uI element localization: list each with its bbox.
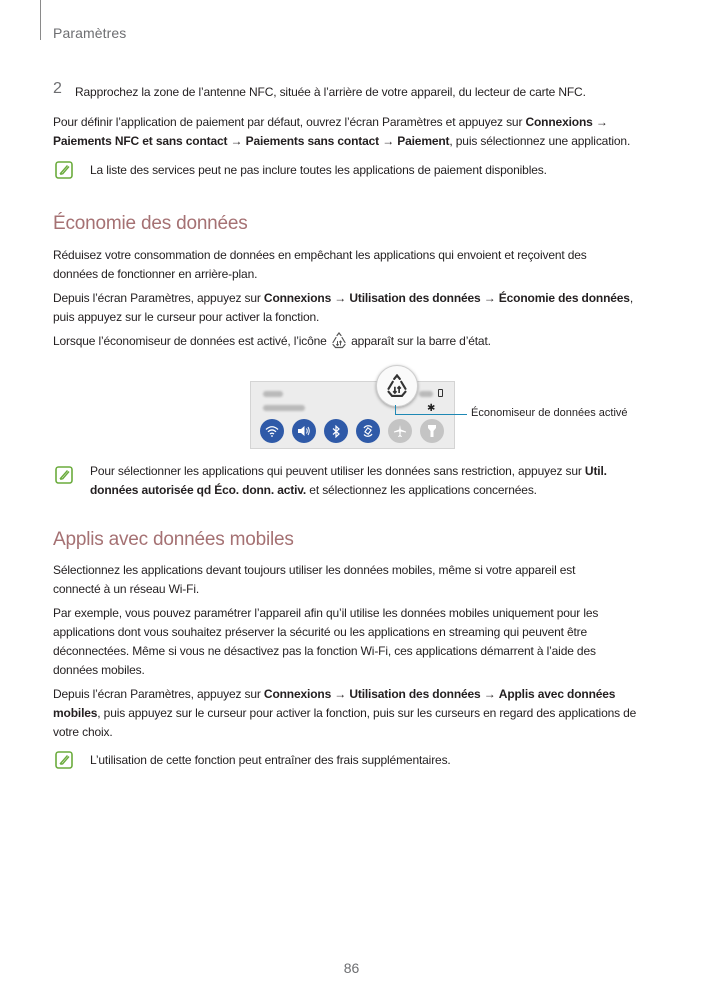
airplane-mode-toggle[interactable] (388, 419, 412, 443)
section2-paragraph-1: Sélectionnez les applications devant toujours utiliser les données mobiles, même si votre appareil est connecté à un réseau Wi-Fi. (53, 563, 576, 596)
battery-icon (438, 389, 443, 397)
note-text: La liste des services peut ne pas inclure toutes les applications de paiement disponibles. (90, 163, 547, 177)
arrow: → (331, 291, 350, 305)
callout-leader-line (395, 414, 467, 415)
margin-rule (40, 0, 41, 40)
note-pencil-icon (55, 466, 73, 489)
section1-paragraph-2 (53, 289, 653, 327)
flashlight-icon (426, 424, 438, 438)
text: Pour sélectionner les applications qui peuvent utiliser les données sans restriction, appuyez sur (90, 464, 585, 478)
flashlight-toggle[interactable] (420, 419, 444, 443)
sound-toggle[interactable] (292, 419, 316, 443)
arrow: → (379, 134, 398, 148)
airplane-icon (393, 424, 407, 438)
menu-path-nfc: Paiements NFC et sans contact (53, 134, 228, 148)
menu-path-connexions: Connexions (263, 687, 332, 701)
text: , puis appuyez sur le curseur pour activer la fonction, puis sur les curseurs en regard des applications de votre choix. (53, 706, 637, 739)
arrow: → (592, 115, 608, 129)
note-pencil-icon (55, 751, 73, 774)
text: apparaît sur la barre d’état. (347, 334, 491, 348)
menu-path-unrestricted-data: Util. données autorisée qd Éco. donn. activ. (90, 464, 607, 497)
wifi-icon (265, 425, 279, 437)
menu-path-data-saver: Économie des données (498, 291, 630, 305)
callout-label: Économiseur de données activé (471, 407, 628, 419)
section-title-mobile-data-apps: Applis avec données mobiles (53, 529, 294, 550)
battery-blurred (419, 391, 433, 397)
note-text (90, 462, 650, 500)
note-pencil-icon (55, 161, 73, 184)
section1-paragraph-1: Réduisez votre consommation de données en empêchant les applications qui envoient et reçoivent des données de fonctionner en arrière-plan. (53, 248, 587, 281)
section1-paragraph-3 (53, 332, 653, 355)
text: Pour définir l’application de paiement par défaut, ouvrez l’écran Paramètres et appuyez sur (53, 115, 526, 129)
menu-path-data-usage: Utilisation des données (349, 687, 481, 701)
arrow: → (227, 134, 246, 148)
settings-gear-icon[interactable]: ✱ (427, 403, 436, 414)
section-title-data-saver: Économie des données (53, 213, 248, 234)
step-text: Rapprochez la zone de l’antenne NFC, située à l’arrière de votre appareil, du lecteur de carte NFC. (75, 85, 586, 99)
data-saver-icon (384, 374, 410, 398)
text: , puis appuyez sur le curseur pour activer la fonction. (53, 291, 634, 324)
running-head: Paramètres (53, 25, 127, 41)
arrow: → (331, 687, 350, 701)
menu-path-contactless: Paiements sans contact (245, 134, 380, 148)
menu-path-connexions: Connexions (263, 291, 332, 305)
note-text: L’utilisation de cette fonction peut entraîner des frais supplémentaires. (90, 753, 451, 767)
nfc-paragraph (53, 113, 653, 151)
text: et sélectionnez les applications concernées. (306, 483, 537, 497)
text: Lorsque l’économiseur de données est activé, l’icône (53, 334, 330, 348)
menu-path-mobile-data-apps: Applis avec données mobiles (53, 687, 616, 720)
arrow: → (480, 291, 499, 305)
menu-path-connexions: Connexions (525, 115, 593, 129)
data-saver-icon (330, 332, 348, 355)
section2-paragraph-2: Par exemple, vous pouvez paramétrer l’appareil afin qu’il utilise les données mobiles uniquement pour les applications dont vous souhaitez préserver la sécurité ou les applications en streaming qui peuvent être déconnectées. Même si vous ne désactivez pas la fonction Wi-Fi, ces applications démarrent à l’aide des données mobiles. (53, 606, 599, 677)
text: Depuis l’écran Paramètres, appuyez sur (53, 687, 264, 701)
auto-rotate-icon (361, 424, 375, 438)
arrow: → (480, 687, 499, 701)
text: Depuis l’écran Paramètres, appuyez sur (53, 291, 264, 305)
auto-rotate-toggle[interactable] (356, 419, 380, 443)
text: , puis sélectionnez une application. (449, 134, 631, 148)
page-number: 86 (343, 960, 360, 976)
menu-path-payment: Paiement (397, 134, 450, 148)
quick-panel-screenshot (250, 381, 455, 449)
clock-time-blurred (263, 391, 283, 397)
date-blurred (263, 405, 305, 411)
bluetooth-toggle[interactable] (324, 419, 348, 443)
step-number: 2 (53, 80, 62, 97)
bluetooth-icon (331, 425, 341, 438)
sound-icon (297, 425, 311, 437)
section2-paragraph-3 (53, 685, 653, 742)
wifi-toggle[interactable] (260, 419, 284, 443)
data-saver-callout (376, 365, 418, 407)
menu-path-data-usage: Utilisation des données (349, 291, 481, 305)
